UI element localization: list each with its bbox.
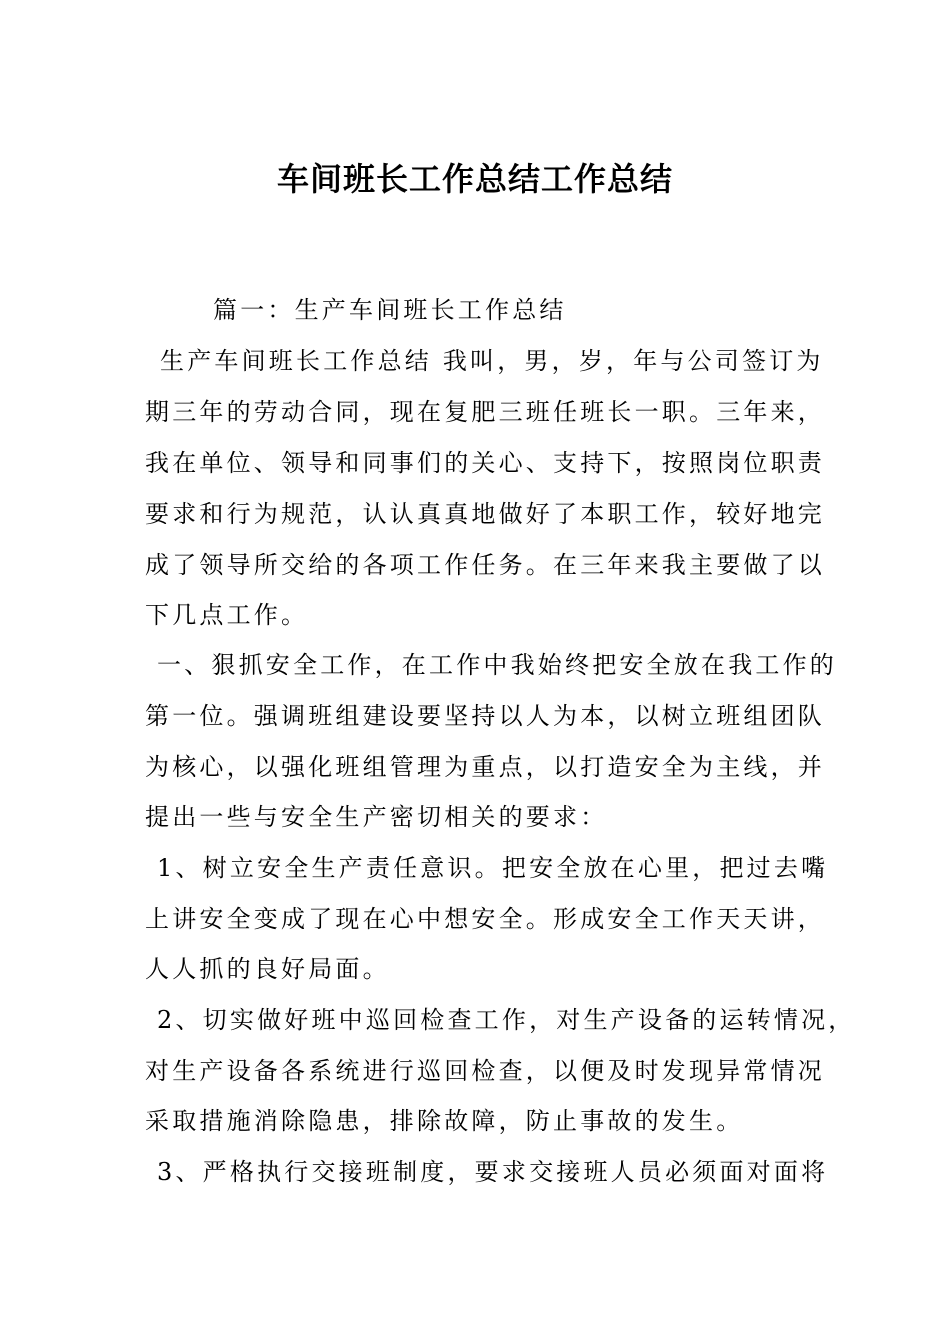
paragraph-line: 上讲安全变成了现在心中想安全。形成安全工作天天讲，	[145, 905, 825, 933]
paragraph-line: 期三年的劳动合同，现在复肥三班任班长一职。三年来，	[145, 398, 825, 426]
paragraph-line: 一、狠抓安全工作，在工作中我始终把安全放在我工作的	[157, 651, 837, 679]
paragraph-line: 采取措施消除隐患，排除故障，防止事故的发生。	[145, 1107, 744, 1135]
section-heading: 篇一：生产车间班长工作总结	[213, 296, 567, 324]
paragraph-line: 提出一些与安全生产密切相关的要求：	[145, 803, 608, 831]
paragraph-line: 下几点工作。	[145, 601, 309, 629]
paragraph-line: 为核心，以强化班组管理为重点，以打造安全为主线，并	[145, 753, 825, 781]
paragraph-line: 生产车间班长工作总结 我叫，男，岁，年与公司签订为	[160, 347, 824, 375]
paragraph-line: 3、严格执行交接班制度，要求交接班人员必须面对面将	[157, 1158, 829, 1186]
paragraph-line: 第一位。强调班组建设要坚持以人为本，以树立班组团队	[145, 702, 825, 730]
paragraph-line: 我在单位、领导和同事们的关心、支持下，按照岗位职责	[145, 449, 825, 477]
document-title: 车间班长工作总结工作总结	[276, 160, 673, 198]
paragraph-line: 2、切实做好班中巡回检查工作，对生产设备的运转情况，	[157, 1006, 856, 1034]
paragraph-line: 人人抓的良好局面。	[145, 955, 390, 983]
paragraph-line: 要求和行为规范，认认真真地做好了本职工作，较好地完	[145, 500, 825, 528]
paragraph-line: 成了领导所交给的各项工作任务。在三年来我主要做了以	[145, 551, 825, 579]
paragraph-line: 对生产设备各系统进行巡回检查，以便及时发现异常情况	[145, 1057, 825, 1085]
paragraph-line: 1、树立安全生产责任意识。把安全放在心里，把过去嘴	[157, 854, 829, 882]
